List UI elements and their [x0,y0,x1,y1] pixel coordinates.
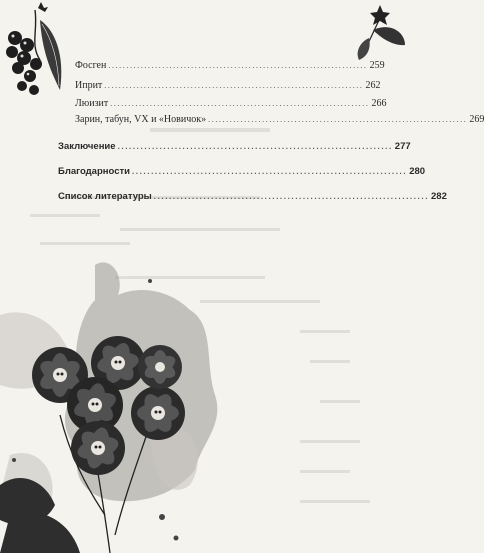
dot-leader: ........................................................................ [108,61,368,70]
dot-leader: ........................................................................ [153,192,430,201]
toc-section-title: Заключение [58,141,116,152]
toc-entry[interactable] [75,80,381,92]
toc-entry-title: Фосген [75,60,107,71]
skull-flowers-illustration [0,255,300,553]
toc-entry[interactable] [75,60,385,72]
dot-leader: ........................................................................ [110,99,370,108]
toc-section[interactable] [58,191,447,203]
toc-entry-title: Зарин, табун, VX и «Новичок» [75,114,207,125]
toc-page-number: 262 [365,80,381,91]
toc-entry-title: Иприт [75,80,103,91]
dot-leader: ........................................................................ [208,115,468,124]
toc-page-number: 282 [431,191,447,202]
dot-leader: ........................................................................ [104,81,364,90]
toc-section[interactable] [58,141,411,153]
toc-entry-title: Люизит [75,98,109,109]
toc-section-title: Список литературы [58,191,152,202]
toc-section[interactable] [58,166,426,178]
toc-entry[interactable] [75,98,387,110]
toc-entry[interactable] [75,114,484,126]
toc-page-number: 269 [469,114,484,125]
toc-page-number: 259 [369,60,385,71]
toc-page-number: 280 [409,166,426,177]
toc-page-number: 266 [371,98,387,109]
dot-leader: ........................................................................ [117,142,393,151]
dot-leader: ........................................................................ [131,167,408,176]
toc-page-number: 277 [394,141,411,152]
toc-section-title: Благодарности [58,166,130,177]
